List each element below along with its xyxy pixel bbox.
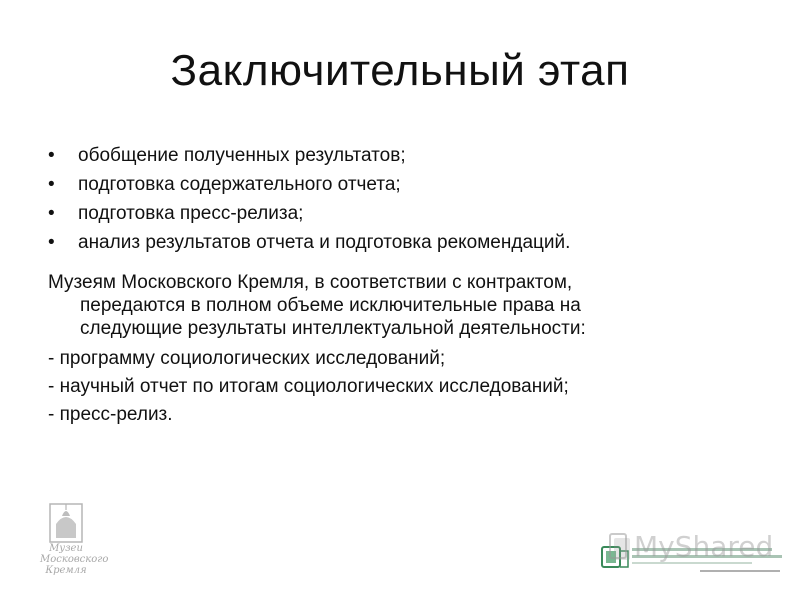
bullet-dot: • xyxy=(48,145,55,166)
bullet-item xyxy=(48,199,570,228)
contract-paragraph xyxy=(48,271,768,340)
slide-title: Заключительный этап xyxy=(170,46,630,95)
result-item: - научный отчет по итогам социологических исследований; xyxy=(48,376,569,397)
myshared-watermark: MyShared xyxy=(634,530,774,563)
bullet-dot: • xyxy=(48,232,55,253)
paragraph-line: Музеям Московского Кремля, в соответствии с контрактом, xyxy=(48,272,573,293)
museum-logo-line: Музеи xyxy=(49,543,83,554)
bullet-text: подготовка содержательного отчета; xyxy=(78,174,401,195)
watermark-icon xyxy=(608,532,632,562)
museum-logo-line: Московского xyxy=(40,554,109,565)
result-item: - пресс-релиз. xyxy=(48,404,173,425)
bullet-dot: • xyxy=(48,203,55,224)
bullet-text: обобщение полученных результатов; xyxy=(78,145,406,166)
bullet-item xyxy=(48,170,570,199)
results-list xyxy=(48,345,569,429)
bullet-list xyxy=(48,141,570,257)
research-center-slogan-graphic xyxy=(700,567,780,577)
museum-logo-text xyxy=(40,543,109,576)
bullet-text: подготовка пресс-релиза; xyxy=(78,203,304,224)
bullet-item xyxy=(48,141,570,170)
result-item: - программу социологических исследований; xyxy=(48,348,446,369)
bullet-text: анализ результатов отчета и подготовка рекомендаций. xyxy=(78,232,571,253)
bullet-dot: • xyxy=(48,174,55,195)
paragraph-line: передаются в полном объеме исключительные права на xyxy=(80,295,581,316)
bullet-item xyxy=(48,228,570,257)
paragraph-line: следующие результаты интеллектуальной деятельности: xyxy=(80,318,586,339)
museum-logo-line: Кремля xyxy=(45,565,87,576)
